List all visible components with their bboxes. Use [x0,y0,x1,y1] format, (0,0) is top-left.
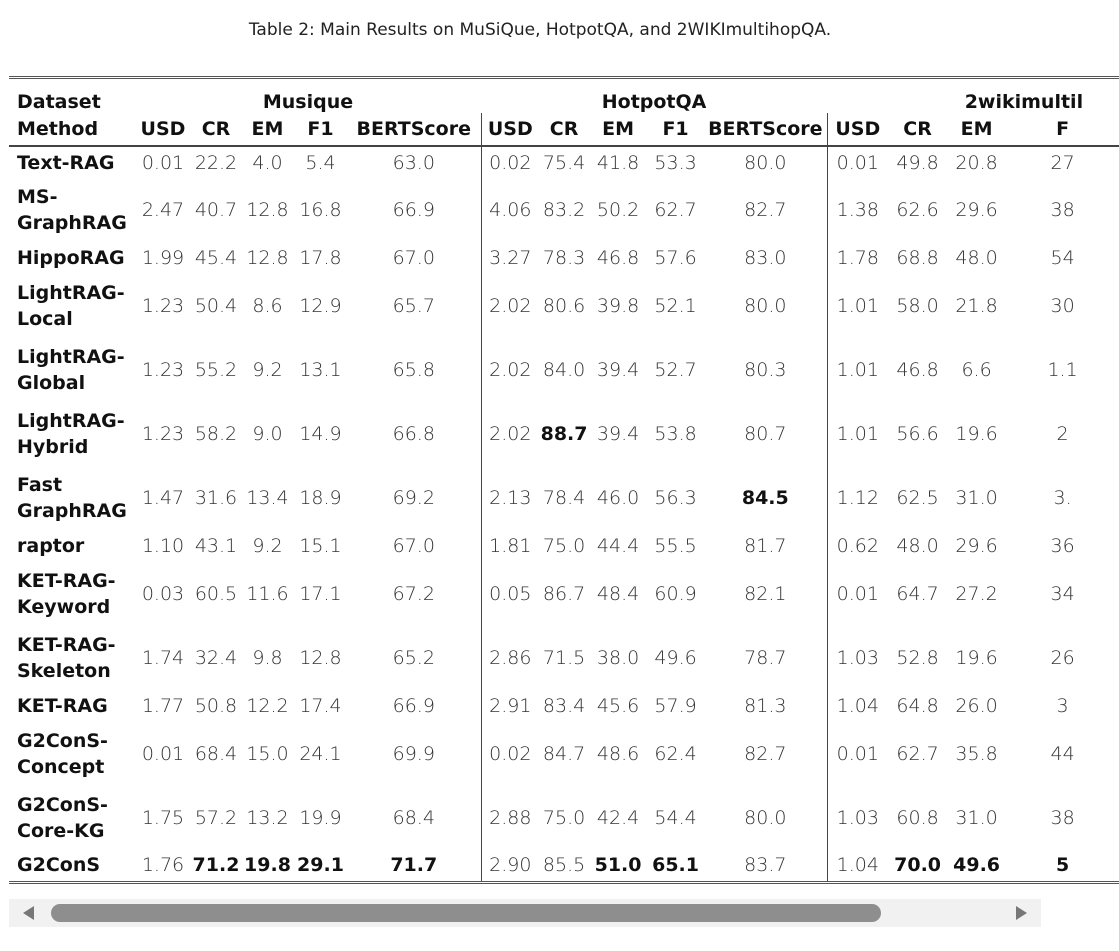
table-cell: 21.8 [955,295,998,317]
table-cell: 0.03 [141,583,185,605]
table-row [9,402,1119,466]
table-cell: 81.7 [744,535,787,557]
table-cell: 64.8 [896,695,939,717]
table-cell: 46.8 [896,359,939,381]
column-header: USD [481,113,539,146]
table-cell: 27 [1050,151,1075,174]
table-cell: 0.01 [141,743,185,765]
table-cell: 12.2 [246,695,289,717]
table-cell: 48.0 [955,247,998,269]
header-row-metrics [9,113,1119,146]
method-name: G2ConS- Core-KG [17,794,108,842]
column-header: F [1006,113,1119,146]
method-name: LightRAG- Hybrid [17,410,125,458]
table-cell: 82.7 [744,199,787,221]
method-name: KET-RAG [17,695,108,717]
table-cell: 57.9 [654,695,697,717]
table-cell: 9.0 [252,423,283,445]
table-row [9,690,1119,722]
table-cell: 27.2 [955,583,998,605]
table-cell: 49.8 [896,151,939,174]
table-cell: 56.3 [654,487,697,509]
table-cell: 20.8 [955,151,998,174]
table-cell: 82.1 [744,583,787,605]
table-cell: 19.9 [299,807,342,829]
column-header: BERTScore [347,113,481,146]
table-cell: 1.01 [827,274,888,338]
table-cell: 14.9 [299,423,342,445]
column-header: F1 [294,113,347,146]
column-header: USD [827,113,888,146]
table-cell: 84.7 [542,743,586,765]
header-row-datasets [9,78,1119,114]
dataset-label: Dataset [17,91,101,113]
table-cell: 71.2 [192,854,240,877]
table-cell: 31.0 [955,807,998,829]
table-cell: 68.4 [194,743,238,765]
table-cell: 69.9 [392,743,435,765]
table-cell: 84.0 [542,359,586,381]
table-cell: 12.8 [299,647,342,669]
table-cell: 64.7 [896,583,939,605]
scroll-left-arrow-icon[interactable] [23,906,34,920]
table-cell: 1.01 [827,402,888,466]
table-row [9,274,1119,338]
table-cell: 1.74 [141,647,185,669]
table-cell: 45.6 [596,695,640,717]
table-caption: Table 2: Main Results on MuSiQue, HotpotQA, and 2WIKImultihopQA. [248,20,832,40]
table-cell: 49.6 [953,854,1001,877]
scroll-right-arrow-icon[interactable] [1016,906,1027,920]
table-cell: 0.01 [141,151,185,174]
table-cell: 66.9 [392,695,435,717]
table-row [9,626,1119,690]
table-cell: 39.4 [596,423,640,445]
table-cell: 78.7 [744,647,787,669]
table-cell: 35.8 [955,743,998,765]
table-cell: 0.05 [481,562,539,626]
table-cell: 82.7 [744,743,787,765]
table-cell: 83.2 [542,199,586,221]
method-name: Text-RAG [17,151,115,174]
column-header: EM [947,113,1006,146]
table-cell: 1.23 [141,359,185,381]
table-cell: 52.1 [654,295,697,317]
column-header: EM [589,113,647,146]
table-cell: 22.2 [194,151,238,174]
table-cell: 0.01 [827,562,888,626]
table-cell: 0.01 [827,722,888,786]
table-cell: 0.01 [827,146,888,178]
table-cell: 29.6 [955,535,998,557]
table-cell: 53.8 [654,423,697,445]
table-cell: 1.23 [141,423,185,445]
table-cell: 2.02 [481,402,539,466]
table-cell: 81.3 [744,695,787,717]
table-cell: 12.9 [299,295,342,317]
table-cell: 9.2 [252,535,283,557]
table-cell: 0.02 [481,722,539,786]
table-cell: 1.12 [827,466,888,530]
table-cell: 31.0 [955,487,998,509]
table-cell: 36 [1050,535,1075,557]
table-cell: 29.6 [955,199,998,221]
table-cell: 46.0 [596,487,640,509]
table-cell: 1.81 [481,530,539,562]
table-cell: 13.2 [246,807,289,829]
table-cell: 1.75 [141,807,185,829]
group-2wiki: 2wikimultil [964,91,1084,113]
table-cell: 8.6 [252,295,283,317]
table-cell: 80.0 [744,151,787,174]
table-cell: 38 [1050,807,1075,829]
scrollbar-thumb[interactable] [51,904,881,922]
method-name: raptor [17,535,85,557]
table-cell: 48.6 [596,743,640,765]
table-row [9,530,1119,562]
table-cell: 44.4 [596,535,640,557]
table-cell: 85.5 [542,854,586,877]
table-cell: 19.6 [955,423,998,445]
table-cell: 83.4 [542,695,586,717]
horizontal-scrollbar[interactable] [9,899,1041,927]
table-cell: 57.2 [194,807,238,829]
group-hotpotqa: HotpotQA [601,91,707,113]
table-cell: 11.6 [246,583,289,605]
method-name: G2ConS- Concept [17,730,108,778]
table-cell: 13.4 [246,487,289,509]
table-cell: 45.4 [194,247,238,269]
table-cell: 60.5 [194,583,238,605]
table-cell: 1.23 [141,295,185,317]
table-cell: 42.4 [596,807,640,829]
table-cell: 1.01 [827,338,888,402]
table-row [9,178,1119,242]
table-cell: 2.88 [481,786,539,850]
table-cell: 39.8 [596,295,640,317]
table-cell: 60.8 [896,807,939,829]
table-row [9,146,1119,178]
table-cell: 1.47 [141,487,185,509]
table-cell: 9.8 [252,647,283,669]
table-cell: 39.4 [596,359,640,381]
column-header: CR [888,113,947,146]
table-cell: 2.02 [481,338,539,402]
table-row [9,786,1119,850]
table-row [9,242,1119,274]
table-cell: 80.0 [744,295,787,317]
column-header: F1 [647,113,704,146]
table-cell: 63.0 [392,151,435,174]
table-cell: 26.0 [955,695,998,717]
table-cell: 84.5 [741,487,789,509]
table-cell: 71.7 [390,854,438,877]
table-cell: 57.6 [654,247,697,269]
table-cell: 16.8 [299,199,342,221]
table-viewport[interactable] [9,76,1084,898]
method-name: LightRAG- Local [17,282,125,330]
table-cell: 13.1 [299,359,342,381]
table-cell: 58.0 [896,295,939,317]
method-name: HippoRAG [17,247,125,269]
table-cell: 62.6 [896,199,939,221]
table-cell: 26 [1050,647,1075,669]
table-cell: 3. [1053,487,1072,509]
method-name: G2ConS [17,854,101,877]
table-cell: 12.8 [246,247,289,269]
method-name: LightRAG- Global [17,346,125,394]
table-cell: 56.6 [896,423,939,445]
table-cell: 78.3 [542,247,586,269]
table-cell: 51.0 [594,854,642,877]
table-cell: 1.99 [141,247,185,269]
column-header: CR [539,113,589,146]
table-cell: 1.10 [141,535,185,557]
table-cell: 2.91 [481,690,539,722]
table-cell: 48.0 [896,535,939,557]
method-name: KET-RAG- Keyword [17,570,116,618]
table-cell: 1.77 [141,695,185,717]
table-cell: 70.0 [894,854,942,877]
table-cell: 1.38 [827,178,888,242]
table-cell: 62.7 [896,743,939,765]
table-row [9,562,1119,626]
table-cell: 55.2 [194,359,238,381]
table-cell: 9.2 [252,359,283,381]
table-cell: 30 [1050,295,1075,317]
table-cell: 0.02 [481,146,539,178]
table-cell: 38.0 [596,647,640,669]
table-cell: 62.7 [654,199,697,221]
method-name: MS- GraphRAG [17,186,127,234]
table-cell: 50.8 [194,695,238,717]
column-header: USD [135,113,191,146]
table-cell: 80.0 [744,807,787,829]
table-cell: 66.9 [392,199,435,221]
column-header: CR [191,113,241,146]
table-cell: 5 [1055,854,1070,877]
table-cell: 2 [1056,423,1069,445]
table-cell: 4.0 [252,151,283,174]
results-table [9,76,1119,884]
table-cell: 48.4 [596,583,640,605]
table-cell: 67.0 [392,535,435,557]
table-row [9,850,1119,882]
table-cell: 2.13 [481,466,539,530]
table-cell: 24.1 [299,743,342,765]
table-cell: 62.4 [654,743,697,765]
table-cell: 50.2 [596,199,640,221]
table-cell: 67.2 [392,583,435,605]
table-cell: 15.0 [246,743,289,765]
table-cell: 3 [1056,695,1069,717]
table-cell: 1.03 [827,786,888,850]
table-cell: 68.8 [896,247,939,269]
table-body [9,146,1119,882]
table-cell: 65.2 [392,647,435,669]
table-cell: 44 [1050,743,1075,765]
table-cell: 19.8 [244,854,291,877]
table-cell: 1.78 [827,242,888,274]
table-cell: 65.7 [392,295,435,317]
table-cell: 68.4 [392,807,435,829]
table-cell: 75.0 [542,535,586,557]
table-cell: 52.8 [896,647,939,669]
table-cell: 83.0 [744,247,787,269]
method-name: KET-RAG- Skeleton [17,634,116,682]
table-cell: 12.8 [246,199,289,221]
table-cell: 65.1 [652,854,699,877]
column-header: EM [241,113,294,146]
table-cell: 65.8 [392,359,435,381]
table-cell: 0.62 [827,530,888,562]
table-cell: 43.1 [194,535,238,557]
table-cell: 31.6 [194,487,238,509]
table-cell: 80.3 [744,359,787,381]
table-cell: 29.1 [297,854,344,877]
table-cell: 19.6 [955,647,998,669]
table-cell: 60.9 [654,583,697,605]
group-musique: Musique [262,91,354,113]
table-cell: 38 [1050,199,1075,221]
table-cell: 46.8 [596,247,640,269]
table-cell: 1.04 [827,690,888,722]
table-cell: 1.03 [827,626,888,690]
table-cell: 6.6 [961,359,992,381]
column-header: BERTScore [704,113,827,146]
table-cell: 2.47 [141,199,185,221]
table-cell: 4.06 [481,178,539,242]
table-cell: 54 [1050,247,1075,269]
table-cell: 66.8 [392,423,435,445]
table-cell: 15.1 [299,535,342,557]
table-cell: 54.4 [654,807,697,829]
method-name: Fast GraphRAG [17,474,127,522]
table-cell: 75.0 [542,807,586,829]
table-cell: 32.4 [194,647,238,669]
table-cell: 67.0 [392,247,435,269]
table-cell: 17.1 [299,583,342,605]
table-cell: 52.7 [654,359,697,381]
table-cell: 3.27 [481,242,539,274]
table-cell: 58.2 [194,423,238,445]
table-cell: 2.86 [481,626,539,690]
table-cell: 75.4 [542,151,586,174]
table-cell: 80.6 [542,295,586,317]
table-cell: 2.02 [481,274,539,338]
table-row [9,338,1119,402]
table-cell: 34 [1050,583,1075,605]
table-cell: 41.8 [596,151,640,174]
method-label: Method [9,113,135,146]
table-cell: 55.5 [654,535,697,557]
table-row [9,466,1119,530]
table-cell: 78.4 [542,487,586,509]
table-cell: 49.6 [654,647,697,669]
table-cell: 71.5 [542,647,586,669]
table-cell: 88.7 [540,423,588,445]
table-cell: 40.7 [194,199,238,221]
table-row [9,722,1119,786]
table-cell: 17.4 [299,695,342,717]
table-cell: 1.76 [141,854,185,877]
table-cell: 5.4 [305,151,336,174]
table-cell: 83.7 [744,854,787,877]
table-cell: 80.7 [744,423,787,445]
table-cell: 53.3 [654,151,697,174]
table-cell: 50.4 [194,295,238,317]
table-cell: 69.2 [392,487,435,509]
table-cell: 2.90 [481,850,539,882]
table-cell: 86.7 [542,583,586,605]
table-cell: 1.1 [1047,359,1078,381]
table-cell: 18.9 [299,487,342,509]
table-cell: 17.8 [299,247,342,269]
table-cell: 1.04 [827,850,888,882]
table-cell: 62.5 [896,487,939,509]
